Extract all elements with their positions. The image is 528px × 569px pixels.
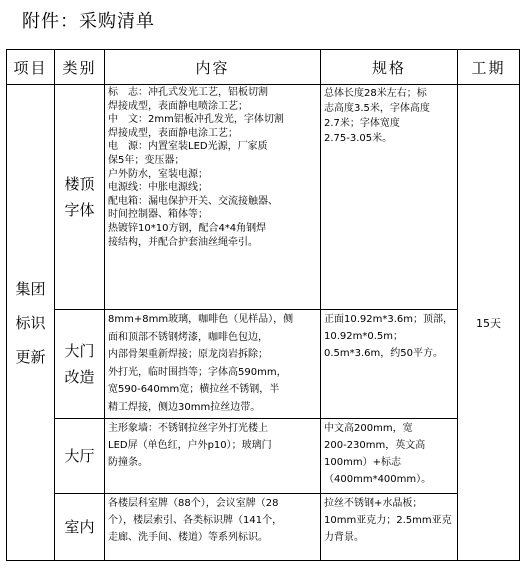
content-line: 面和顶部不锈钢烤漆，咖啡色包边， [108, 331, 268, 343]
table-row [7, 494, 520, 561]
category-cell [55, 310, 105, 419]
table-row [7, 419, 520, 494]
spec-cell [321, 419, 458, 494]
category-line: 室内 [64, 518, 95, 536]
content-cell [105, 85, 321, 310]
spec-line: 10.92m*0.5m； [324, 331, 404, 342]
header-project: 项目 [7, 50, 55, 85]
table-row [7, 310, 520, 419]
spec-line: 志高度3.5米，字体高度 [324, 103, 430, 114]
content-line: 精工焊接，侧边30mm拉丝边带。 [108, 401, 261, 413]
spec-line: 正面10.92m*3.6m；顶部， [324, 314, 454, 325]
header-content: 内容 [105, 50, 321, 85]
content-line: 电 源：内置室装LED光源，厂家质 [108, 141, 268, 153]
spec-line: （400mm*400mm）。 [324, 474, 432, 485]
project-line: 集团 [15, 279, 46, 298]
content-line: 内部骨架重新焊接；原龙岗岩拆除； [108, 349, 268, 360]
project-line: 标识 [15, 313, 46, 332]
spec-line: 拉丝不锈钢+水晶板； [324, 498, 423, 509]
spec-line: 10mm亚克力；2.5mm亚克 [324, 515, 452, 526]
category-cell [55, 494, 105, 561]
spec-line: 2.7米；字体宽度 [324, 118, 400, 129]
category-line: 楼顶 [64, 175, 95, 193]
content-line: 防撞条。 [108, 457, 148, 468]
content-cell [105, 494, 321, 561]
project-line: 更新 [15, 347, 46, 366]
content-line: 电源线：中胀电源线； [108, 182, 208, 194]
content-line: 宽590-640mm宽；横拉丝不锈钢，半 [108, 384, 280, 395]
spec-line: 力背景。 [324, 532, 364, 543]
content-line: 8mm+8mm玻璃，咖啡色（见样品），侧 [108, 314, 294, 325]
table-row [7, 85, 520, 310]
spec-line: 0.5m*3.6m，约50平方。 [324, 348, 444, 359]
content-line: 配电箱：漏电保护开关、交流接触器、 [108, 195, 278, 207]
content-line: 外打光，临时围挡等；字体高590mm， [108, 366, 287, 378]
document-title: 附件：采购清单 [22, 11, 155, 32]
procurement-table [6, 49, 520, 561]
content-line: 各楼层科室牌（88个），会议室牌（28 [108, 498, 279, 509]
category-cell [55, 419, 105, 494]
category-cell [55, 85, 105, 310]
spec-line: 2.75-3.05米。 [324, 133, 393, 144]
spec-cell [321, 310, 458, 419]
content-line: 户外防水，室装电源； [108, 168, 208, 180]
header-category: 类别 [55, 50, 105, 85]
category-line: 字体 [64, 201, 95, 219]
period-cell: 15天 [458, 85, 520, 561]
content-line: 主形象墙：不锈钢拉丝字外打光楼上 [108, 423, 268, 434]
content-line: 时间控制器、箱体等； [108, 209, 208, 221]
content-line: 中 文：2mm铝板冲孔发光，字体切割 [108, 114, 284, 126]
spec-line: 200-230mm，英文高 [324, 440, 426, 451]
content-line: 走廊、洗手间、楼道）等系列标识。 [108, 532, 268, 543]
table-header-row [7, 50, 520, 85]
content-cell [105, 419, 321, 494]
content-line: 焊接成型，表面静电涂工艺； [108, 127, 238, 139]
spec-cell [321, 494, 458, 561]
content-line: 个），楼层索引、各类标识牌（141个， [108, 515, 283, 526]
header-period: 工期 [458, 50, 520, 85]
category-line: 大厅 [64, 447, 95, 465]
content-line: 热镀锌10*10方钢，配合4*4角钢焊 [108, 222, 267, 234]
content-line: LED屏（单色红，户外p10）；玻璃门 [108, 440, 272, 451]
content-cell [105, 310, 321, 419]
category-line: 改造 [64, 368, 95, 386]
spec-line: 中文高200mm，宽 [324, 423, 413, 434]
category-line: 大门 [64, 342, 95, 360]
content-line: 保5年；变压器； [108, 154, 185, 166]
spec-cell [321, 85, 458, 310]
spec-line: 100mm）+标志 [324, 457, 401, 468]
content-line: 接结构，并配合护套油丝绳牵引。 [108, 236, 258, 248]
header-spec: 规格 [321, 50, 458, 85]
project-cell [7, 85, 55, 561]
content-line: 焊接成型，表面静电喷涂工艺； [108, 100, 248, 112]
content-line: 标 志：冲孔式发光工艺，铝板切割 [108, 87, 268, 98]
spec-line: 总体长度28米左右；标 [324, 88, 427, 99]
